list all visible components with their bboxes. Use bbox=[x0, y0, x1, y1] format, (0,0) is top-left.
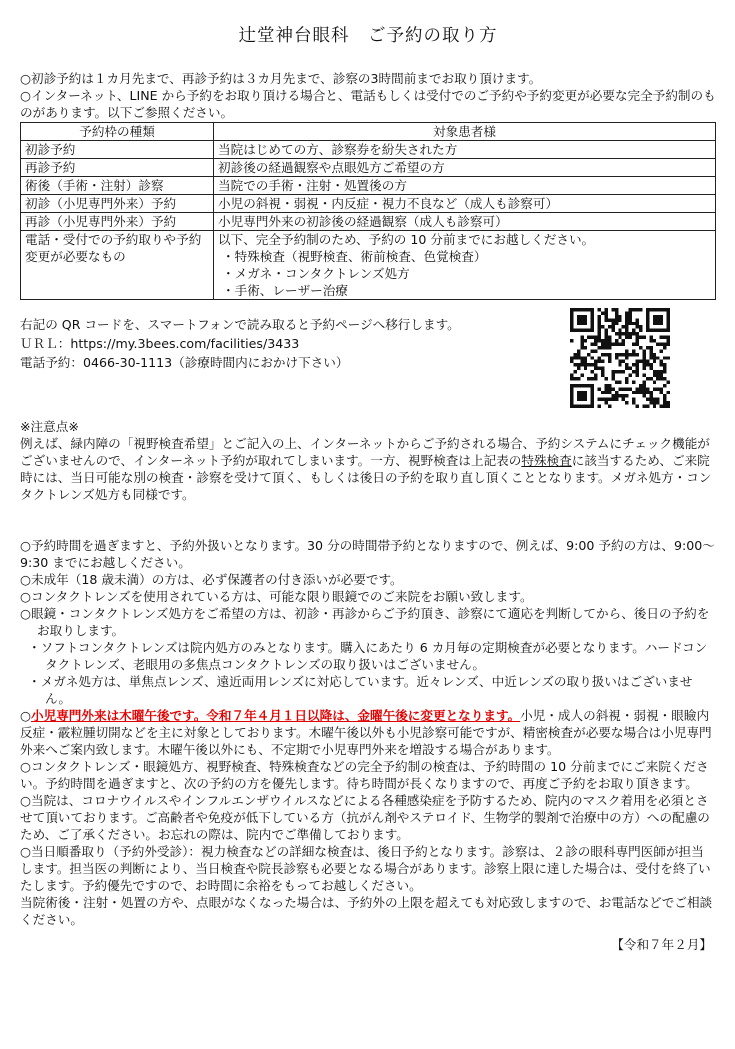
note-subitem: ・メガネ処方は、単焦点レンズ、遠近両用レンズに対応しています。近々レンズ、中近レンズの取り扱いはございません。 bbox=[28, 674, 693, 706]
note-item: ○コンタクトレンズ・眼鏡処方、視野検査、特殊検査などの完全予約制の検査は、予約時間の 10 分前までにご来院ください。予約時間を過ぎますと、次の予約の方を優先します。待ち時間が長くなりますので、再度ご予約をお取り頂きます。 bbox=[20, 759, 709, 791]
note-item-pediatric bbox=[20, 707, 716, 758]
full-reservation-item: ・メガネ・コンタクトレンズ処方 bbox=[222, 266, 410, 281]
table-cell-type: 初診（小児専門外来）予約 bbox=[21, 195, 214, 213]
table-cell-target: 小児専門外来の初診後の経過観察（成人も診察可） bbox=[214, 213, 716, 231]
note-item: 当院術後・注射・処置の方や、点眼がなくなった場合は、予約外の上限を超えても対応致しますので、お電話などでご相談ください。 bbox=[20, 895, 713, 927]
note-item: ○当日順番取り（予約外受診）：視力検査などの詳細な検査は、後日予約となります。診察は、２診の眼科専門医師が担当します。担当医の判断により、当日検査や院長診察も必要となる場合があります。診察上限に達した場合は、受付を終了いたします。予約優先ですので、お時間に余裕をもってお越しください。 bbox=[20, 844, 711, 893]
qr-section bbox=[20, 316, 716, 418]
intro-line-1: ○初診予約は１カ月先まで、再診予約は３カ月先まで、診察の3時間前までお取り頂けます。 bbox=[20, 71, 542, 86]
table-cell-type: 初診予約 bbox=[21, 141, 214, 159]
table-row-full-reservation bbox=[21, 231, 716, 300]
note-item: ○予約時間を過ぎますと、予約外扱いとなります。30 分の時間帯予約となりますので、例えば、9:00 予約の方は、9:00～9:30 までにお越しください。 bbox=[20, 538, 715, 570]
table-row bbox=[21, 141, 716, 159]
note-item: ○コンタクトレンズを使用されている方は、可能な限り眼鏡でのご来院をお願い致します。 bbox=[20, 589, 533, 604]
table-cell-target: 当院での手術・注射・処置後の方 bbox=[214, 177, 716, 195]
caution-text-part: 例えば、緑内障の「視野検査希望」とご記入の上、インターネットからご予約される場合、予約システムにチェック機能がございませんので、インターネット予約が取れてしまいます。一方、視野検査は上記表の bbox=[20, 436, 710, 468]
table-row bbox=[21, 177, 716, 195]
reservation-types-table bbox=[20, 122, 716, 300]
note-item: ○未成年（18 歳未満）の方は、必ず保護者の付き添いが必要です。 bbox=[20, 572, 403, 587]
table-row bbox=[21, 159, 716, 177]
table-header-row bbox=[21, 123, 716, 141]
caution-heading: ※注意点※ bbox=[20, 419, 79, 434]
intro-line-2: ○インターネット、LINE から予約をお取り頂ける場合と、電話もしくは受付でのご予約や予約変更が必要な完全予約制のものがあります。以下ご参照ください。 bbox=[20, 88, 716, 120]
note-bullet: ○ bbox=[20, 708, 31, 723]
full-reservation-item: ・手術、レーザー治療 bbox=[222, 283, 348, 298]
page-title: 辻堂神台眼科 ご予約の取り方 bbox=[238, 26, 498, 46]
table-row bbox=[21, 213, 716, 231]
document-page bbox=[20, 24, 716, 953]
full-reservation-item: ・特殊検査（視野検査、術前検査、色覚検査） bbox=[222, 249, 487, 264]
table-cell-type: 電話・受付での予約取りや予約変更が必要なもの bbox=[21, 231, 214, 300]
phone-reservation: 電話予約：0466-30-1113（診療時間内におかけ下さい） bbox=[20, 355, 349, 370]
caution-text bbox=[20, 435, 716, 503]
full-reservation-note: 以下、完全予約制のため、予約の 10 分前までにお越しください。 bbox=[218, 232, 595, 247]
qr-code-icon[interactable] bbox=[570, 308, 670, 408]
table-cell-target: 小児の斜視・弱視・内反症・視力不良など（成人も診察可） bbox=[214, 195, 716, 213]
table-cell-target: 初診後の経過観察や点眼処方ご希望の方 bbox=[214, 159, 716, 177]
caution-text-part: に該当するため、ご来院時には、当日可能な別の検査・診察を受けて頂く、もしくは後日の予約を取り直し頂くこととなります。メガネ処方・コンタクトレンズ処方も同様です。 bbox=[20, 453, 712, 502]
note-item: ○眼鏡・コンタクトレンズ処方をご希望の方は、初診・再診からご予約頂き、診察にて適応を判断してから、後日の予約をお取りします。 bbox=[20, 606, 710, 638]
table-cell-target bbox=[214, 231, 716, 300]
note-item: ○当院は、コロナウイルスやインフルエンザウイルスなどによる各種感染症を予防するため、院内のマスク着用を必須とさせて頂いております。ご高齢者や免疫が低下している方（抗がん剤やステロイド、生物学的製剤で治療中の方）への配慮のため、ご了承ください。お忘れの際は、院内でご準備しております。 bbox=[20, 793, 710, 842]
pediatric-schedule-alert: 小児専門外来は木曜午後です。令和７年４月１日以降は、金曜午後に変更となります。 bbox=[31, 708, 521, 723]
note-text: 小児・成人の斜視・弱視・眼瞼内反症・霰粒腫切開などを主に対象としております。木曜午後以外も小児診察可能ですが、精密検査が必要な場合は小児専門外来へご案内致します。木曜午後以外にも、不定期で小児専門外来を増設する場合があります。 bbox=[20, 708, 712, 757]
table-cell-target: 当院はじめての方、診察券を紛失された方 bbox=[214, 141, 716, 159]
note-subitem: ・ソフトコンタクトレンズは院内処方のみとなります。購入にあたり 6 カ月毎の定期検査が必要となります。ハードコンタクトレンズ、老眼用の多焦点コンタクトレンズの取り扱いはございません。 bbox=[28, 640, 708, 672]
qr-instruction: 右記の QR コードを、スマートフォンで読み取ると予約ページへ移行します。 bbox=[20, 317, 460, 332]
table-header-target: 対象患者様 bbox=[214, 123, 716, 141]
qr-info bbox=[20, 316, 560, 373]
table-row bbox=[21, 195, 716, 213]
reservation-url[interactable]: ＵＲＬ：https://my.3bees.com/facilities/3433 bbox=[20, 336, 300, 351]
table-header-type: 予約枠の種類 bbox=[21, 123, 214, 141]
caution-underlined-term: 特殊検査 bbox=[521, 453, 572, 468]
table-cell-type: 再診予約 bbox=[21, 159, 214, 177]
table-cell-type: 再診（小児専門外来）予約 bbox=[21, 213, 214, 231]
revision-date: 【令和７年２月】 bbox=[611, 937, 712, 952]
table-cell-type: 術後（手術・注射）診察 bbox=[21, 177, 214, 195]
